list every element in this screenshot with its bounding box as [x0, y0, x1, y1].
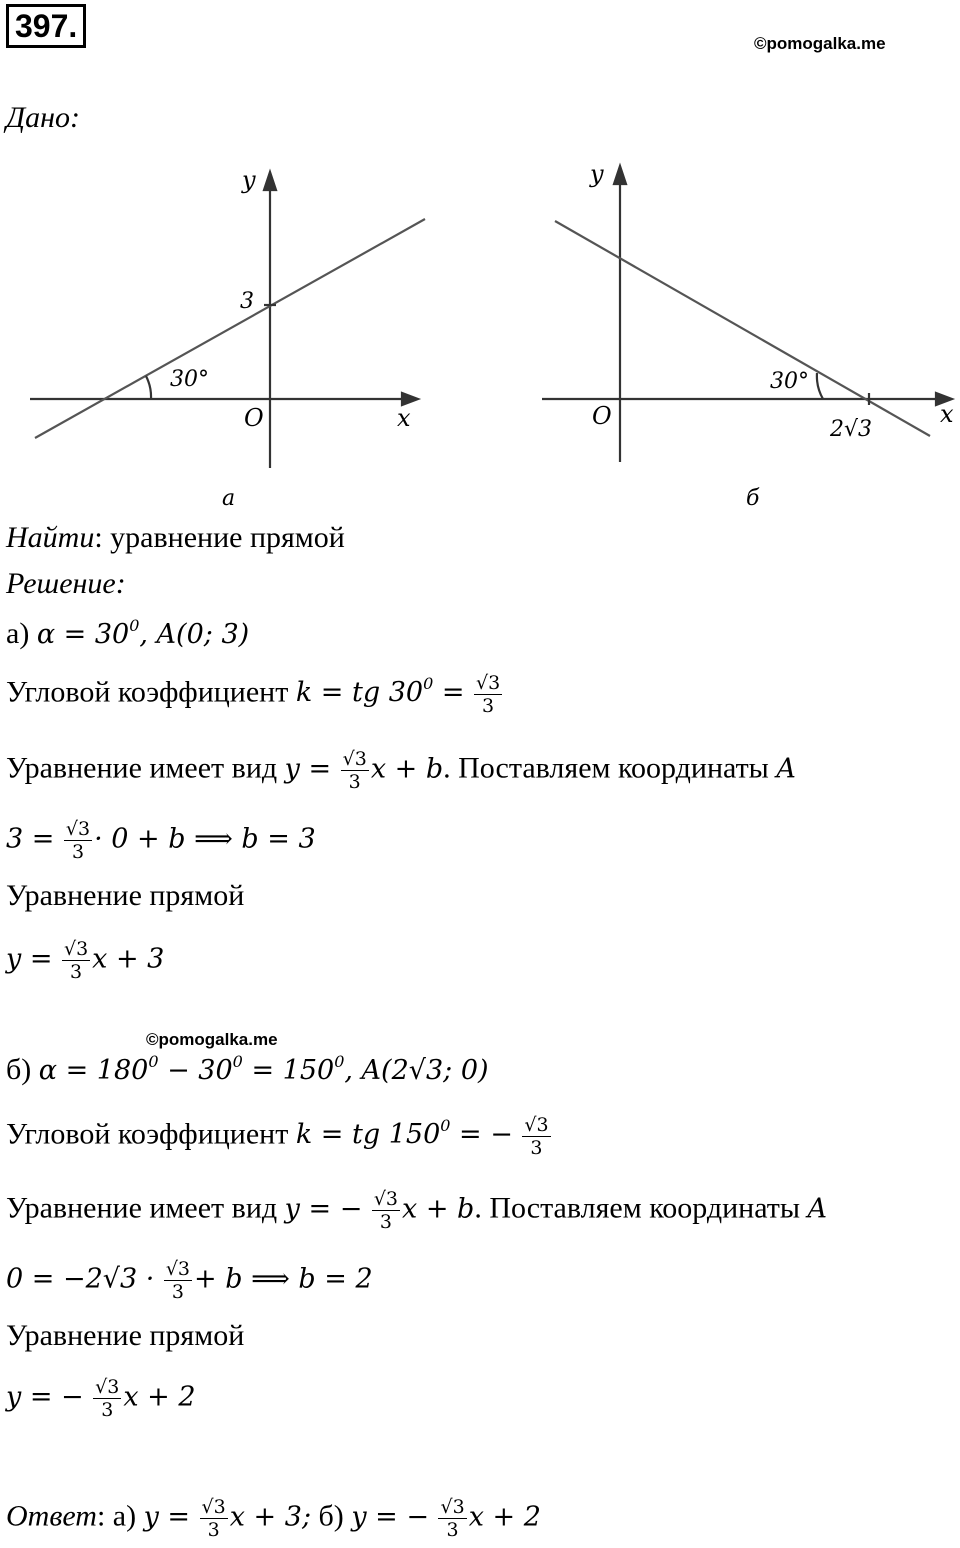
figure-a-caption: а — [222, 486, 236, 511]
figure-a-origin: O — [244, 404, 264, 432]
figure-b-y-label: y — [590, 160, 604, 188]
figure-b — [520, 150, 960, 520]
part-a-line-5: Уравнение прямой — [6, 879, 245, 912]
part-a-fraction-k: $\frac{√3}{3}$ — [475, 672, 501, 717]
figure-b-angle-label: 30° — [770, 369, 809, 394]
part-a-line-4: 3 = $\frac{√3}{3}$ · 0 + b ⟹ b = 3 — [6, 818, 316, 863]
given-label: Дано: — [6, 101, 80, 134]
part-a-line-1: а) $\alpha = 30^0$, A(0; 3) — [6, 616, 250, 650]
part-a-line-3: Уравнение имеет вид y = $\frac{√3}{3}$ x + b. Поставляем координаты A — [6, 748, 796, 793]
part-b-line-5: Уравнение прямой — [6, 1319, 245, 1352]
part-b-line-6: y = − $\frac{√3}{3}$ x + 2 — [6, 1376, 196, 1421]
part-a-line-2: Угловой коэффициент k = tg $30^0$ = $\frac{√3}{3}$ — [6, 672, 501, 717]
figure-a-angle-label: 30° — [170, 367, 209, 392]
figure-a-tick-label: 3 — [240, 289, 254, 314]
watermark-middle: ©pomogalka.me — [146, 1030, 278, 1049]
answer-line: Ответ: а) y = $\frac{√3}{3}$ x + 3; б) y = − $\frac{√3}{3}$ x + 2 — [6, 1496, 541, 1541]
part-b-line-2: Угловой коэффициент k = tg $150^0$ = − $\frac{√3}{3}$ — [6, 1114, 549, 1159]
watermark-top: ©pomogalka.me — [754, 34, 886, 53]
part-a-line-6: y = $\frac{√3}{3}$ x + 3 — [6, 938, 165, 983]
part-b-line-3: Уравнение имеет вид y = − $\frac{√3}{3}$ x + b. Поставляем координаты A — [6, 1188, 828, 1233]
figure-a-x-label: x — [397, 404, 411, 432]
figure-b-tick-label: 2√3 — [830, 417, 873, 442]
part-b-line-1: б) $\alpha = 180^0 - 30^0 = 150^0$, A(2√3; 0) — [6, 1052, 489, 1086]
find-line: Найти: уравнение прямой — [6, 521, 345, 554]
solution-label: Решение: — [6, 567, 126, 600]
figure-a — [0, 150, 450, 520]
part-b-line-4: 0 = −2√3 · $\frac{√3}{3}$ + b ⟹ b = 2 — [6, 1258, 373, 1303]
figure-b-caption: б — [746, 486, 760, 511]
figure-b-x-label: x — [940, 400, 954, 428]
figure-b-origin: O — [592, 402, 612, 430]
figure-a-y-label: y — [242, 166, 256, 194]
figure-a-angle-arc — [146, 376, 151, 399]
problem-number: 397. — [6, 4, 86, 48]
figure-b-angle-arc — [817, 373, 823, 399]
figure-a-line — [35, 219, 425, 438]
figure-a-y-arrow — [264, 172, 276, 190]
figure-b-y-arrow — [614, 166, 626, 184]
